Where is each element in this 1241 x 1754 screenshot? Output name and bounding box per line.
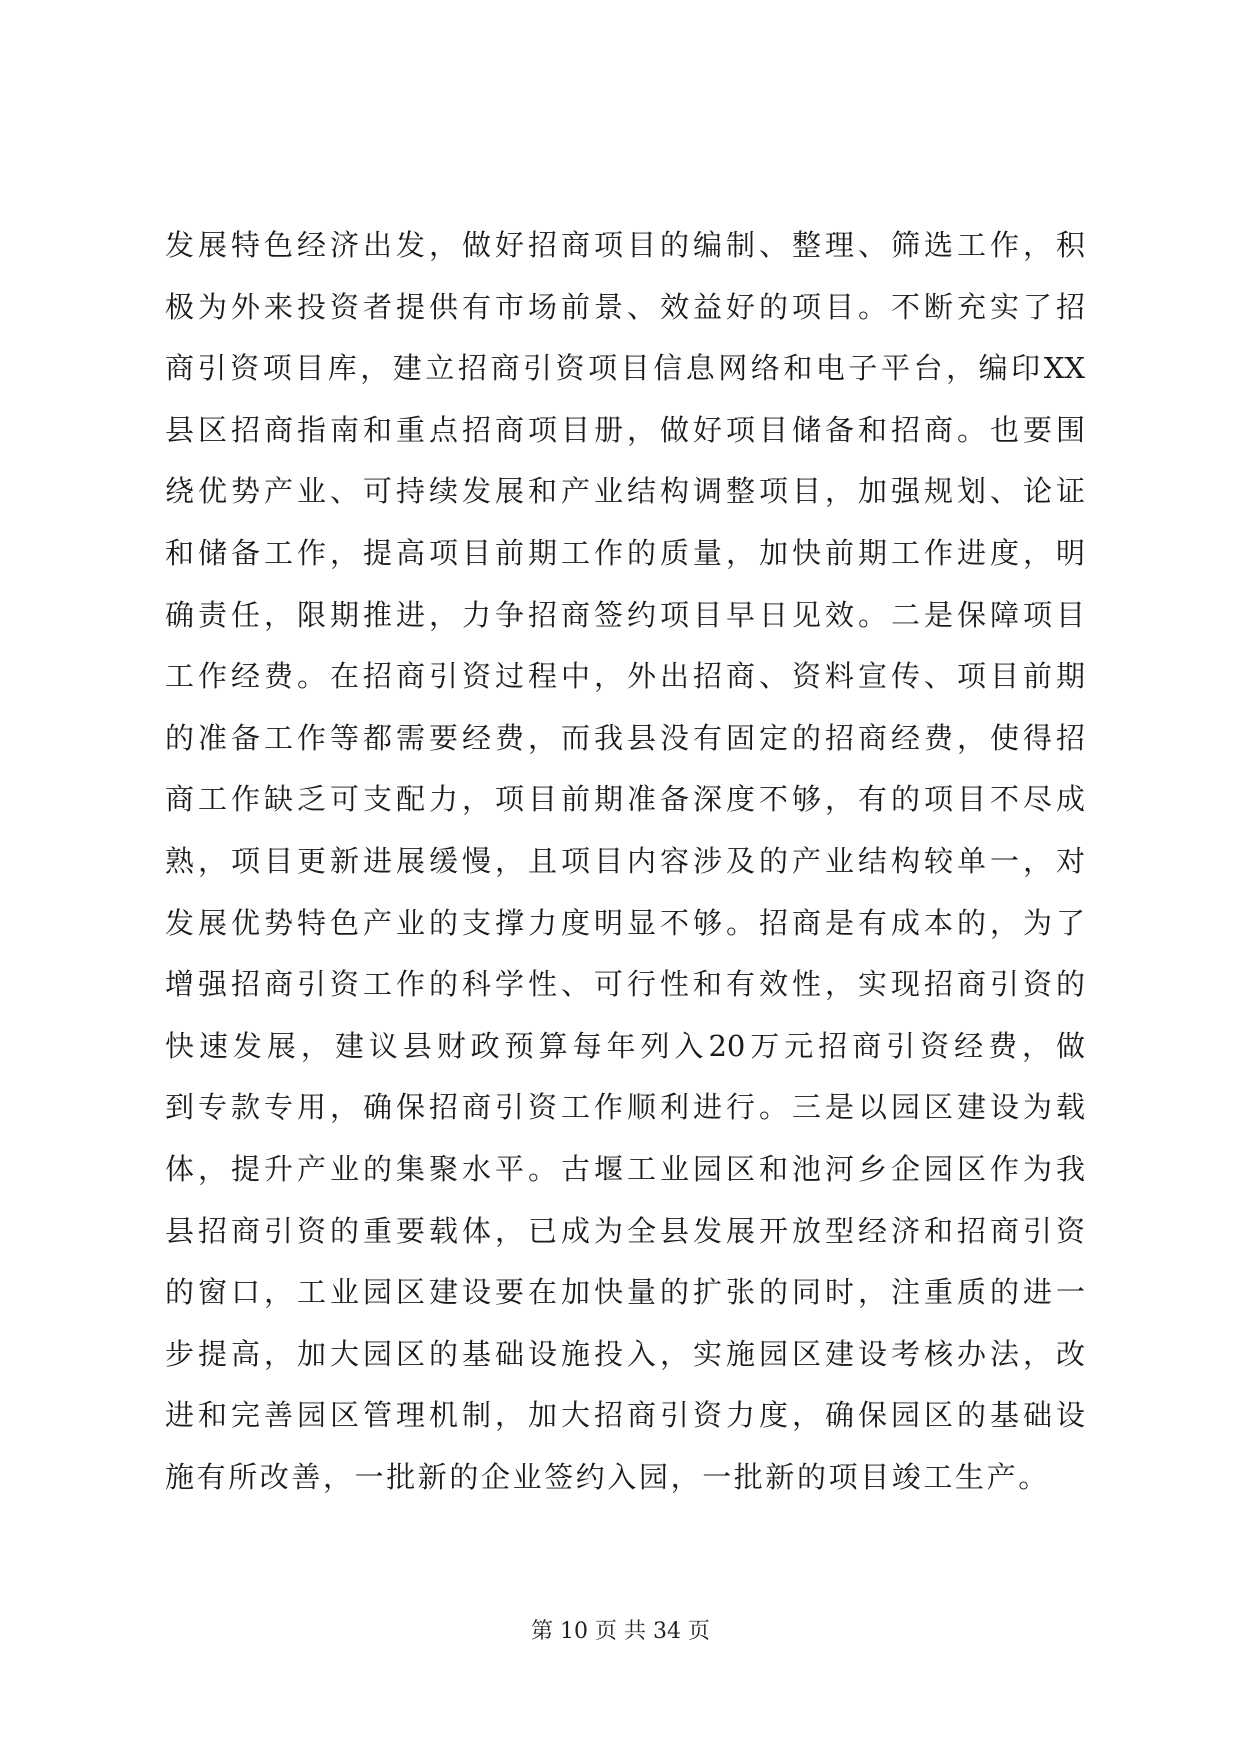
text-line: 步提高，加大园区的基础设施投入，实施园区建设考核办法，改 (165, 1336, 1085, 1371)
text-line: 发展特色经济出发，做好招商项目的编制、整理、筛选工作，积 (165, 228, 1085, 262)
text-line: 进和完善园区管理机制，加大招商引资力度，确保园区的基础设 (165, 1398, 1085, 1433)
text-line: 熟，项目更新进展缓慢，且项目内容涉及的产业结构较单一，对 (165, 843, 1085, 878)
body-paragraph (165, 227, 1085, 1520)
text-line: 县招商引资的重要载体，已成为全县发展开放型经济和招商引资 (165, 1213, 1085, 1248)
text-line: 快速发展，建议县财政预算每年列入20万元招商引资经费，做 (165, 1028, 1085, 1063)
text-line: 工作经费。在招商引资过程中，外出招商、资料宣传、项目前期 (165, 659, 1085, 694)
text-line: 商引资项目库，建立招商引资项目信息网络和电子平台，编印XX (165, 351, 1085, 386)
page-number-footer: 第 10 页 共 34 页 (531, 1619, 710, 1644)
text-line: 的准备工作等都需要经费，而我县没有固定的招商经费，使得招 (165, 720, 1085, 755)
text-line: 确责任，限期推进，力争招商签约项目早日见效。二是保障项目 (165, 597, 1085, 632)
text-line: 极为外来投资者提供有市场前景、效益好的项目。不断充实了招 (165, 289, 1085, 324)
text-line: 县区招商指南和重点招商项目册，做好项目储备和招商。也要围 (165, 412, 1085, 447)
text-line: 发展优势特色产业的支撑力度明显不够。招商是有成本的，为了 (165, 905, 1085, 940)
text-line: 商工作缺乏可支配力，项目前期准备深度不够，有的项目不尽成 (165, 782, 1085, 817)
text-line: 到专款专用，确保招商引资工作顺利进行。三是以园区建设为载 (165, 1090, 1085, 1125)
text-line: 和储备工作，提高项目前期工作的质量，加快前期工作进度，明 (165, 535, 1085, 570)
text-line: 施有所改善，一批新的企业签约入园，一批新的项目竣工生产。 (165, 1459, 1050, 1494)
text-line: 绕优势产业、可持续发展和产业结构调整项目，加强规划、论证 (165, 474, 1085, 509)
text-line: 增强招商引资工作的科学性、可行性和有效性，实现招商引资的 (165, 967, 1085, 1002)
text-line: 的窗口，工业园区建设要在加快量的扩张的同时，注重质的进一 (165, 1275, 1085, 1310)
text-line: 体，提升产业的集聚水平。古堰工业园区和池河乡企园区作为我 (165, 1151, 1085, 1186)
